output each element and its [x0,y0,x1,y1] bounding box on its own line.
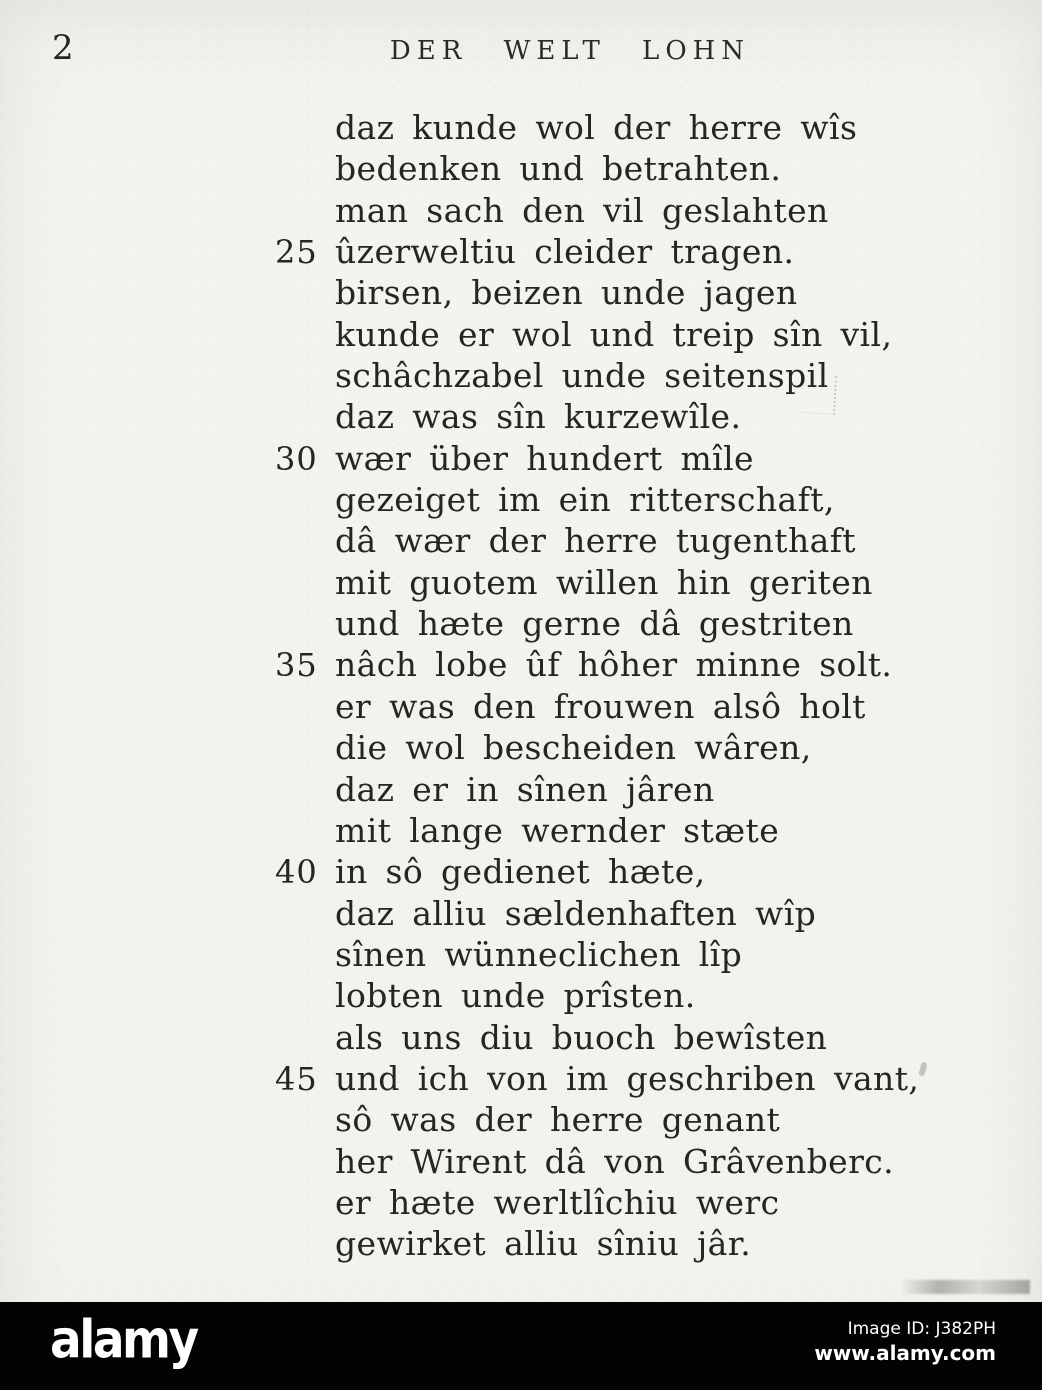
line-text: lobten unde prîsten. [335,976,696,1016]
poem-line [275,976,919,1017]
scan-artifact-smudge [900,1280,1030,1294]
poem-line [275,728,919,769]
line-number: 25 [275,233,318,272]
line-text: kunde er wol und treip sîn vil, [335,314,893,354]
watermark-bar [0,1302,1042,1390]
line-text: er was den frouwen alsô holt [335,686,866,726]
line-text: gezeiget im ein ritterschaft, [335,480,835,520]
poem [275,108,919,1266]
poem-line [275,687,919,728]
line-text: und ich von im geschriben vant, [335,1058,920,1098]
line-text: nâch lobe ûf hôher minne solt. [335,645,893,685]
poem-line [275,273,919,314]
page-number: 2 [52,28,74,68]
line-text: dâ wær der herre tugenthaft [335,521,856,561]
line-number: 30 [275,439,318,478]
poem-line [275,770,919,811]
line-text: mit lange wernder stæte [335,810,780,850]
line-text: er hæte werltlîchiu werc [335,1182,780,1222]
poem-line [275,315,919,356]
scan-artifact-mark [918,1061,927,1076]
poem-line [275,852,919,893]
line-text: man sach den vil geslahten [335,190,829,230]
poem-line [275,1142,919,1183]
line-text: daz was sîn kurzewîle. [335,397,742,437]
poem-line [275,935,919,976]
poem-line [275,645,919,686]
poem-line [275,1018,919,1059]
poem-line [275,811,919,852]
line-text: sô was der herre genant [335,1100,781,1140]
poem-line [275,480,919,521]
poem-line [275,521,919,562]
line-text: und hæte gerne dâ gestriten [335,604,854,644]
line-text: mit guotem willen hin geriten [335,562,873,602]
poem-line [275,397,919,438]
poem-line [275,439,919,480]
line-text: die wol bescheiden wâren, [335,728,812,768]
poem-line [275,1059,919,1100]
poem-line [275,604,919,645]
poem-line [275,356,919,397]
line-text: daz alliu sældenhaften wîp [335,893,817,933]
poem-line [275,1183,919,1224]
image-id-label: Image ID: J382PH [847,1319,996,1339]
line-text: wær über hundert mîle [335,438,754,478]
poem-line [275,232,919,273]
poem-line [275,894,919,935]
poem-line [275,191,919,232]
line-text: schâchzabel unde seitenspil [335,356,829,396]
line-text: gewirket alliu sîniu jâr. [335,1224,752,1264]
line-text: bedenken und betrahten. [335,149,782,189]
line-text: in sô gedienet hæte, [335,852,706,892]
line-text: daz kunde wol der herre wîs [335,108,858,147]
line-text: her Wirent dâ von Grâvenberc. [335,1141,895,1181]
line-number: 45 [275,1059,318,1098]
line-text: daz er in sînen jâren [335,769,715,809]
poem-line [275,563,919,604]
poem-line [275,108,919,149]
line-text: birsen, beizen unde jagen [335,273,798,313]
line-text: ûzerweltiu cleider tragen. [335,232,795,272]
watermark-info [814,1318,996,1366]
alamy-url: www.alamy.com [814,1341,996,1365]
poem-line [275,1100,919,1141]
line-number: 40 [275,853,318,892]
running-header: DER WELT LOHN [389,36,751,66]
line-text: sînen wünneclichen lîp [335,934,743,974]
poem-line [275,1224,919,1265]
poem-line [275,149,919,190]
alamy-logo: alamy [50,1309,197,1372]
line-number: 35 [275,646,318,685]
line-text: als uns diu buoch bewîsten [335,1017,828,1057]
